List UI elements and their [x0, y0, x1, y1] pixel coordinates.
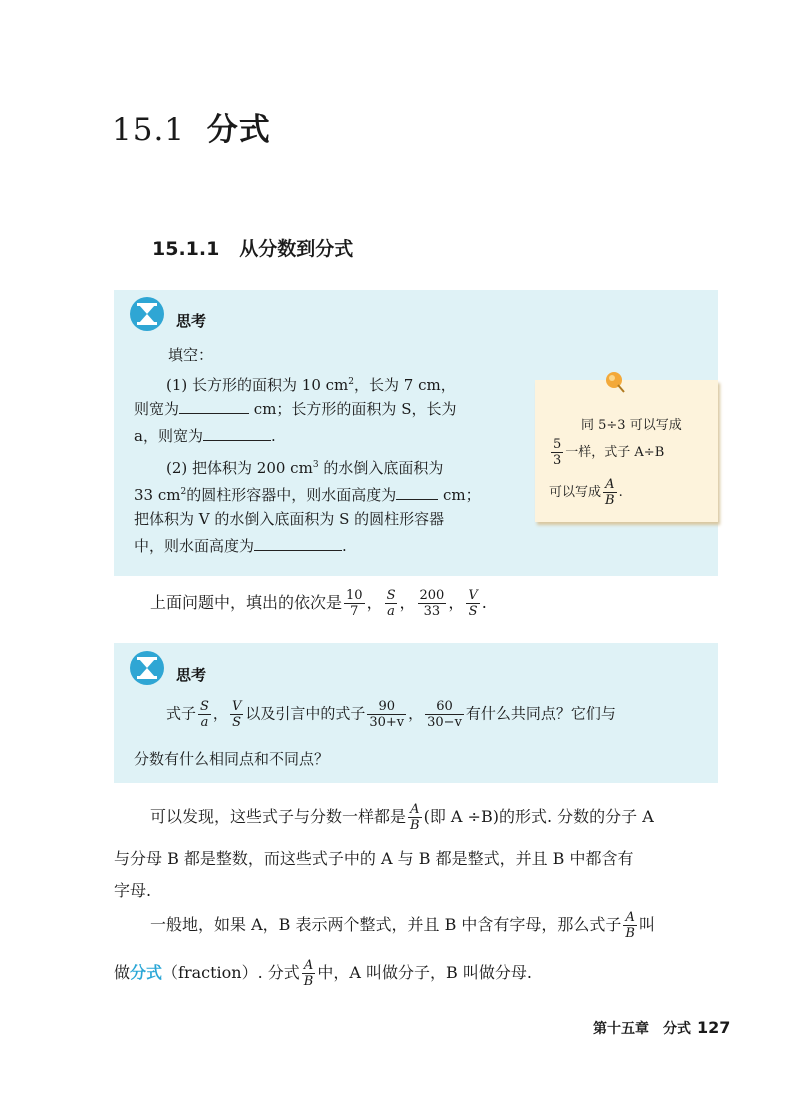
keyword-fraction: 分式 [130, 963, 163, 982]
think1-q1-line3: a，则宽为 . [134, 427, 276, 445]
think2-line2: 分数有什么相同点和不同点？ [134, 750, 330, 768]
answer-blank[interactable] [179, 399, 249, 414]
think1-q2-line3: 把体积为 V 的水倒入底面积为 S 的圆柱形容器 [134, 510, 445, 528]
think1-q1-line1: (1) 长方形的面积为 10 $cm^2$，长为 7 cm， [166, 376, 456, 394]
subsection-name: 从分数到分式 [239, 238, 354, 260]
pushpin-icon [602, 368, 628, 394]
footer-chapter: 第十五章 分式 [593, 1021, 691, 1037]
note-line1: 同 5÷3 可以写成 [581, 418, 682, 433]
think1-q1-line2: 则宽为 cm；长方形的面积为 S，长为 [134, 400, 457, 418]
think1-q2-line4: 中，则水面高度为 . [134, 537, 347, 555]
subsection-number: 15.1.1 [152, 238, 220, 260]
answer-blank[interactable] [396, 485, 438, 500]
section-number: 15.1 [112, 112, 186, 148]
para1-line2: 与分母 B 都是整数，而这些式子中的 A 与 B 都是整式，并且 B 中都含有 [114, 849, 634, 868]
para2-line2: 做分式（fraction）. 分式 $\frac{A}{B}$ 中，A 叫做分子，B 叫做分母. [114, 958, 532, 989]
section-title [112, 104, 271, 149]
answer-blank[interactable] [203, 426, 271, 441]
page-number: 127 [697, 1018, 731, 1037]
page-footer [593, 1018, 730, 1038]
note-line2: $\frac{5}{3}$ 一样，式子 A÷B [553, 437, 665, 468]
think1-q2-line2: 33 $cm^2$的圆柱形容器中，则水面高度为 cm； [134, 486, 481, 504]
note-line3: 可以写成 $\frac{A}{B}$ . [549, 477, 623, 508]
section-name: 分式 [206, 112, 271, 148]
think-label-2: 思考 [176, 666, 207, 684]
think2-line1: 式子 $\frac{S}{a}$ ， $\frac{V}{S}$ 以及引言中的式子 $\frac{90}{30+v}$ ， $\frac{60}{30-v}$ 有什么共同点？它们与 [166, 699, 616, 730]
para1-line3: 字母. [114, 881, 152, 900]
para2-line1: 一般地，如果 A，B 表示两个整式，并且 B 中含有字母，那么式子 $\frac{A}{B}$ 叫 [150, 910, 655, 941]
think1-intro: 填空： [168, 346, 214, 364]
para1-line1: 可以发现，这些式子与分数一样都是 $\frac{A}{B}$ (即 A ÷B)的形式. 分数的分子 A [150, 802, 654, 833]
answer-line: 上面问题中，填出的依次是 $\frac{10}{7}$ ， $\frac{S}{a}$ ， $\frac{200}{33}$ ， $\frac{V}{S}$ . [150, 588, 487, 619]
answer-blank[interactable] [254, 536, 342, 551]
subsection-title [152, 234, 353, 261]
side-note [535, 380, 718, 522]
think-icon [130, 297, 164, 331]
think-icon [130, 651, 164, 685]
think1-q2-line1: (2) 把体积为 200 $cm^3$ 的水倒入底面积为 [166, 459, 444, 477]
think-label-1: 思考 [176, 312, 207, 330]
